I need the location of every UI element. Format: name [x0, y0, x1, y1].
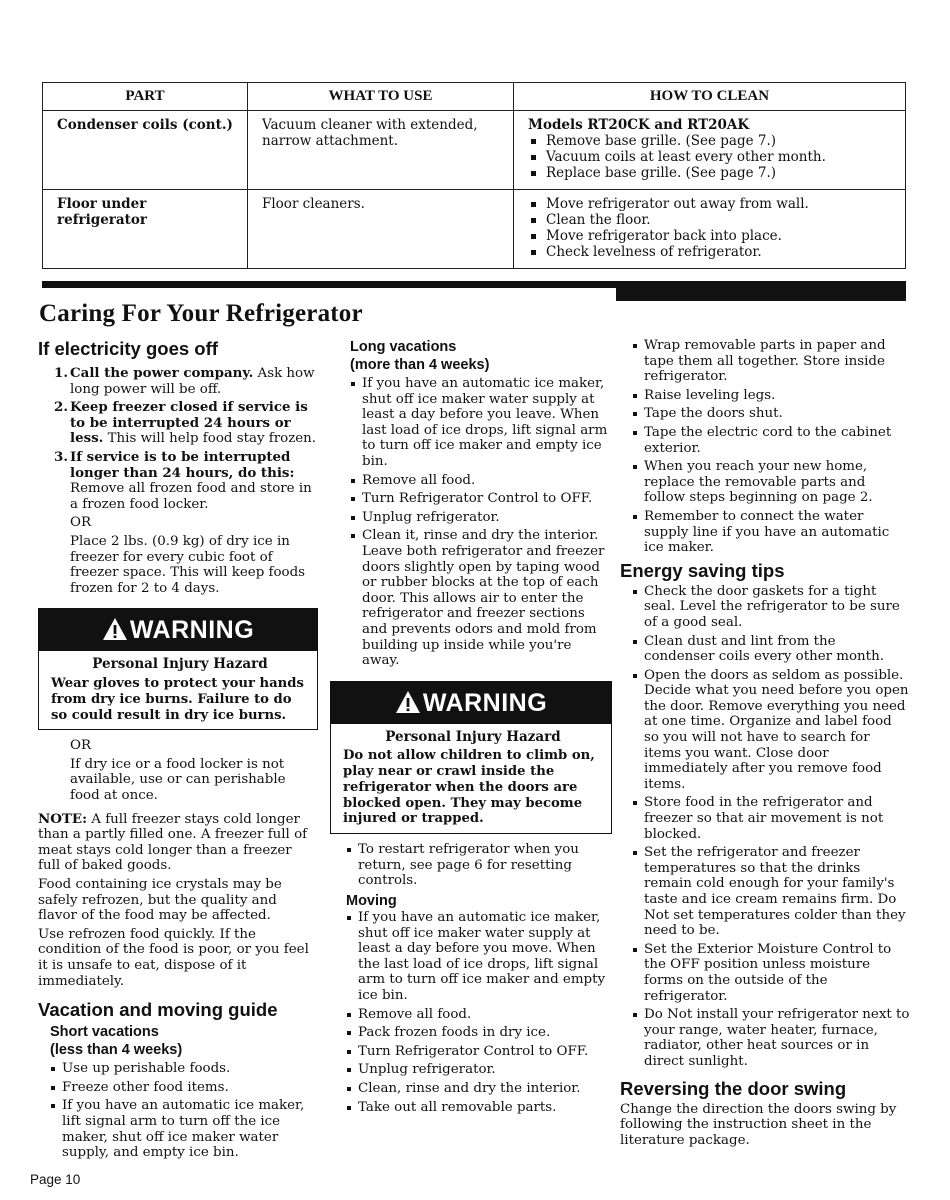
list-item: Check the door gaskets for a tight seal. Level the refrigerator to be sure of a good seal.: [632, 584, 910, 631]
list-item: If you have an automatic ice maker, shut off ice maker water supply at least a day before you leave. When last load of ice drops, lift signal arm to turn off ice maker and empty ice bin.: [350, 376, 612, 470]
table-row: [43, 190, 906, 269]
or-text: OR: [70, 515, 92, 531]
note-paragraph: [38, 812, 318, 874]
step-text: This will help food stay frozen.: [103, 431, 317, 447]
warning-header: [39, 609, 317, 651]
heading-reversing: Reversing the door swing: [620, 1077, 847, 1099]
list-item: Clean dust and lint from the condenser coils every other month.: [632, 634, 910, 665]
heading-vacation: Vacation and moving guide: [38, 999, 278, 1021]
table-cell-part: Floor under refrigerator: [43, 190, 248, 269]
refrozen-paragraph: Use refrozen food quickly. If the condition of the food is poor, or you feel it is unsafe to eat, dispose of it immediately.: [38, 926, 309, 989]
long-vacation-list: [350, 376, 612, 669]
list-item: Turn Refrigerator Control to OFF.: [346, 1044, 612, 1060]
list-item: Remove all food.: [350, 473, 612, 489]
list-item: Pack frozen foods in dry ice.: [346, 1025, 612, 1041]
no-ice-text: If dry ice or a food locker is not available, use or can perishable food at once.: [70, 756, 286, 804]
list-item: Tape the electric cord to the cabinet exterior.: [632, 425, 910, 456]
warning-label: WARNING: [129, 616, 255, 645]
step-text: Remove all frozen food and store in a frozen food locker.: [70, 481, 312, 512]
list-item: When you reach your new home, replace the removable parts and follow steps beginning on page 2.: [632, 459, 910, 506]
list-item: Move refrigerator out away from wall.: [528, 196, 895, 212]
list-item: [56, 450, 318, 512]
list-item: Remember to connect the water supply line if you have an automatic ice maker.: [632, 509, 910, 556]
list-item: Unplug refrigerator.: [346, 1062, 612, 1078]
list-item: Open the doors as seldom as possible. Decide what you need before you open the door. Remove everything you need at one time. Organize and label food so you will not have to search for items you want. Close door immediately after you remove food items.: [632, 668, 910, 793]
subheading-long-vacations: Long vacations: [350, 339, 457, 355]
table-cell-how: [514, 190, 906, 269]
list-item: Freeze other food items.: [50, 1080, 318, 1096]
or-text: OR: [70, 738, 92, 754]
section-tab-bar: [616, 281, 906, 301]
warning-triangle-icon: [395, 690, 421, 714]
list-item: Use up perishable foods.: [50, 1061, 318, 1077]
column-middle: [330, 338, 612, 1118]
subheading-long-duration: (more than 4 weeks): [350, 357, 490, 373]
moving-list: [346, 910, 612, 1115]
list-item: Turn Refrigerator Control to OFF.: [350, 491, 612, 507]
moving-block: [330, 842, 612, 1115]
list-item: If you have an automatic ice maker, lift signal arm to turn off the ice maker, shut off ice maker water supply, and empty ice bin.: [50, 1098, 318, 1160]
subheading-short-duration: (less than 4 weeks): [50, 1042, 183, 1059]
heading-energy: Energy saving tips: [620, 559, 785, 581]
crystals-paragraph: Food containing ice crystals may be safely refrozen, but the quality and flavor of the food may be affected.: [38, 877, 282, 924]
list-item: Store food in the refrigerator and freezer so that air movement is not blocked.: [632, 795, 910, 842]
dry-ice-text: Place 2 lbs. (0.9 kg) of dry ice in freezer for every cubic foot of freezer space. This will keep foods frozen for 2 to 4 days.: [70, 533, 306, 596]
subheading-short-vacations: Short vacations: [50, 1024, 159, 1041]
page-number: Page 10: [30, 1172, 81, 1187]
list-item: Raise leveling legs.: [632, 388, 910, 404]
header-what-to-use: WHAT TO USE: [248, 83, 514, 111]
warning-header: [331, 682, 611, 724]
step-number: 3.: [54, 448, 68, 465]
list-item: Move refrigerator back into place.: [528, 228, 895, 244]
list-item: Take out all removable parts.: [346, 1100, 612, 1116]
warning-triangle-icon: [102, 617, 128, 641]
warning-subtitle: Personal Injury Hazard: [385, 728, 561, 745]
list-item: If you have an automatic ice maker, shut off ice maker water supply at least a day before you move. When the last load of ice drops, lift signal arm to turn off ice maker and empty ice bin.: [346, 910, 612, 1004]
model-heading: Models RT20CK and RT20AK: [528, 117, 750, 133]
cleaning-table: [42, 82, 906, 269]
list-item: Clean, rinse and dry the interior.: [346, 1081, 612, 1097]
warning-box-children: [330, 681, 612, 835]
table-cell-use: Vacuum cleaner with extended, narrow attachment.: [248, 111, 514, 190]
list-item: Replace base grille. (See page 7.): [528, 165, 895, 181]
table-row: [43, 111, 906, 190]
list-item: [56, 366, 318, 397]
column-left: [38, 338, 318, 1164]
section-divider: [42, 281, 616, 288]
table-cell-how: [514, 111, 906, 190]
list-item: Set the refrigerator and freezer temperatures so that the drinks remain cold enough for your family's taste and ice cream remains firm. Do Not set temperatures colder than they need to be.: [632, 845, 910, 939]
heading-electricity: If electricity goes off: [38, 338, 218, 359]
warning-text: Do not allow children to climb on, play near or crawl inside the refrigerator when the doors are blocked open. They may become injured or trapped.: [343, 748, 595, 827]
short-vacation-list: [50, 1061, 318, 1161]
step-bold: Keep freezer closed if service is to be interrupted 24 hours or less.: [70, 399, 308, 447]
list-item: Vacuum coils at least every other month.: [528, 149, 895, 165]
header-part: PART: [43, 83, 248, 111]
step-number: 2.: [54, 399, 68, 416]
warning-text: Wear gloves to protect your hands from dry ice burns. Failure to do so could result in dry ice burns.: [51, 675, 304, 723]
list-item: Wrap removable parts in paper and tape them all together. Store inside refrigerator.: [632, 338, 910, 385]
step-text: Ask how long power will be off.: [70, 366, 315, 397]
step-number: 1.: [54, 365, 68, 381]
list-item: Tape the doors shut.: [632, 406, 910, 422]
long-vacations-block: [330, 338, 612, 669]
clean-steps: [528, 196, 895, 260]
energy-tips-list: [620, 584, 910, 1070]
list-item: Remove all food.: [346, 1007, 612, 1023]
list-item: To restart refrigerator when you return, see page 6 for resetting controls.: [346, 842, 612, 889]
list-item: [56, 400, 318, 447]
note-text: A full freezer stays cold longer than a partly filled one. A freezer full of meat stays cold longer than a freezer full of baked goods.: [38, 811, 308, 874]
page-title: Caring For Your Refrigerator: [39, 300, 363, 327]
header-how-to-clean: HOW TO CLEAN: [514, 83, 906, 111]
list-item: Set the Exterior Moisture Control to the OFF position unless moisture forms on the outside of the refrigerator.: [632, 942, 910, 1004]
list-item: Do Not install your refrigerator next to your range, water heater, furnace, radiator, other heat sources or in direct sunlight.: [632, 1007, 910, 1069]
restart-list: [346, 842, 612, 889]
moving-list-continued: [620, 338, 910, 556]
list-item: Clean the floor.: [528, 212, 895, 228]
list-item: Remove base grille. (See page 7.): [528, 133, 895, 149]
subheading-moving: Moving: [346, 893, 397, 910]
list-item: Clean it, rinse and dry the interior. Leave both refrigerator and freezer doors slightly open by taping wood or rubber blocks at the top of each door. This allows air to enter the refrigerator and freezer sections and prevents odors and mold from building up inside while you're away.: [350, 528, 612, 668]
reversing-text: Change the direction the doors swing by following the instruction sheet in the literature package.: [620, 1101, 897, 1148]
short-vacations-block: [38, 1023, 318, 1161]
electricity-steps: [38, 366, 318, 512]
step-bold: If service is to be interrupted longer than 24 hours, do this:: [70, 448, 295, 481]
warning-body: [331, 724, 611, 834]
warning-label: WARNING: [422, 688, 548, 717]
step-bold: Call the power company.: [70, 365, 254, 381]
table-cell-part: Condenser coils (cont.): [43, 111, 248, 190]
warning-box-dry-ice: [38, 608, 318, 730]
warning-subtitle: Personal Injury Hazard: [92, 656, 268, 673]
clean-steps: [528, 133, 895, 181]
note-label: NOTE:: [38, 810, 88, 827]
table-cell-use: Floor cleaners.: [248, 190, 514, 269]
warning-body: [39, 651, 317, 729]
list-item: Check levelness of refrigerator.: [528, 244, 895, 260]
list-item: Unplug refrigerator.: [350, 510, 612, 526]
table-header-row: [43, 83, 906, 111]
column-right: [620, 338, 910, 1151]
